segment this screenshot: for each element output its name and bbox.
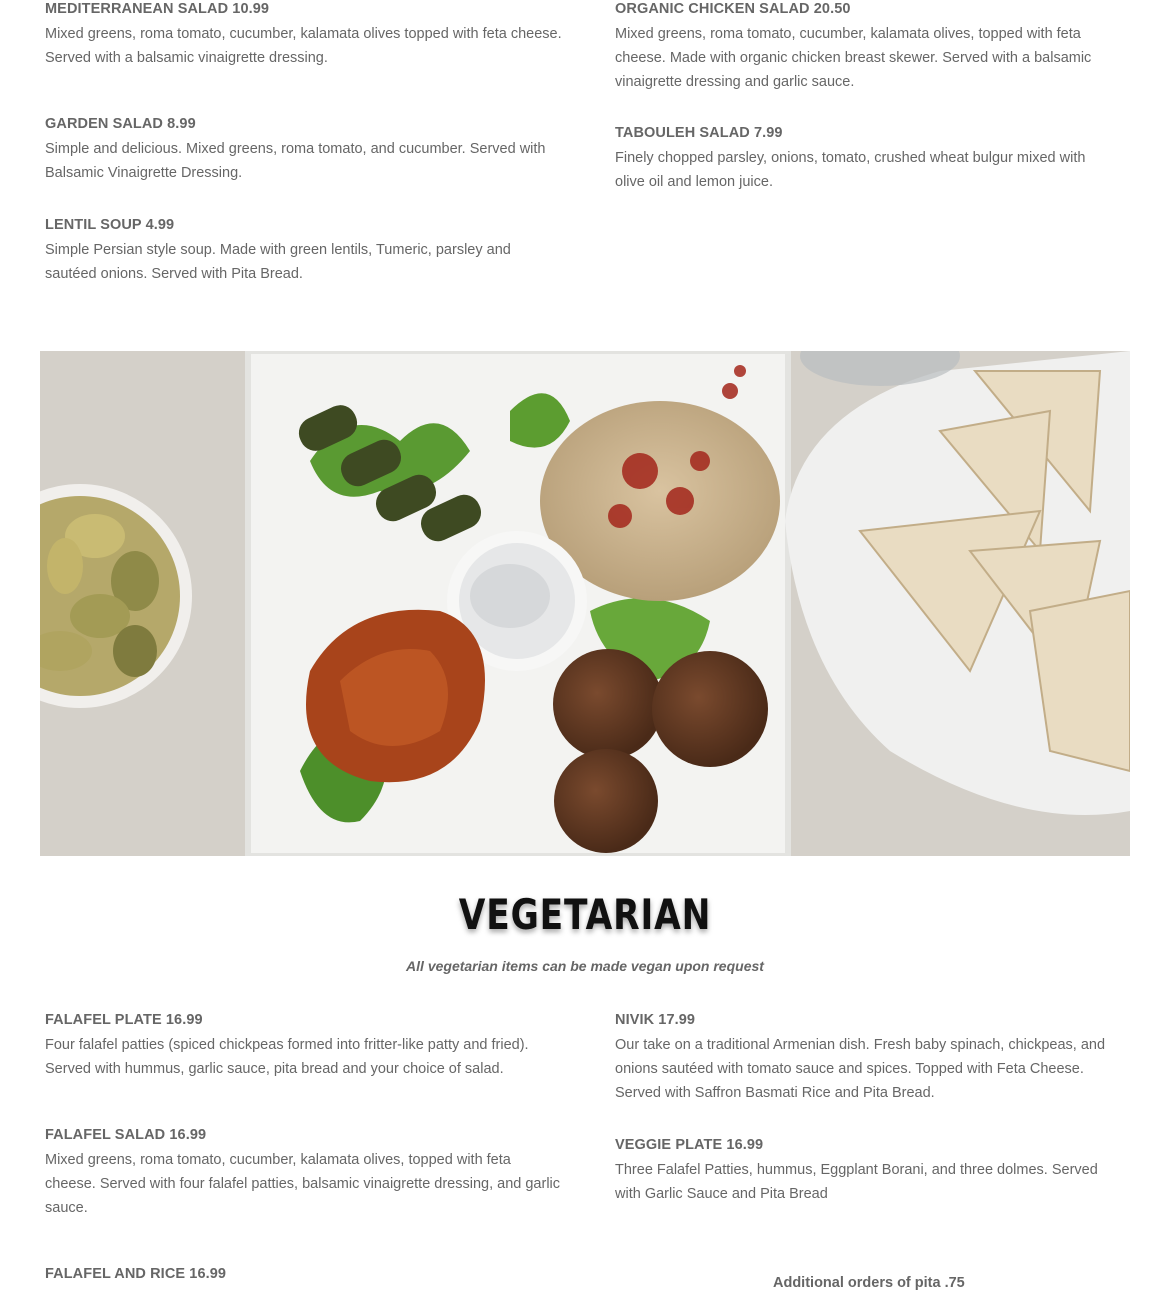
menu-item-title: VEGGIE PLATE 16.99	[615, 1137, 764, 1153]
menu-item-title: LENTIL SOUP 4.99	[45, 217, 175, 233]
menu-item-organic-chicken-salad	[615, 0, 1115, 94]
menu-item-description: Mixed greens, roma tomato, cucumber, kalamata olives topped with feta cheese. Served with a balsamic vinaigrette dressing.	[45, 26, 562, 66]
section-heading-vegetarian: VEGETARIAN	[458, 890, 712, 939]
menu-item-title: FALAFEL AND RICE 16.99	[45, 1266, 227, 1282]
additional-pita-note: Additional orders of pita .75	[773, 1275, 965, 1291]
menu-item-description: Our take on a traditional Armenian dish. Fresh baby spinach, chickpeas, and onions sautéed with tomato sauce and spices. Topped with Feta Cheese. Served with Saffron Basmati Rice and Pita Bread.	[615, 1037, 1106, 1101]
menu-item-veggie-plate	[615, 1136, 1115, 1206]
menu-item-description: Mixed greens, roma tomato, cucumber, kalamata olives, topped with feta cheese. Served with four falafel patties, balsamic vinaigrette dressing, and garlic sauce.	[45, 1152, 561, 1216]
menu-item-title: ORGANIC CHICKEN SALAD 20.50	[615, 1, 851, 17]
menu-item-mediterranean-salad	[45, 0, 565, 70]
food-platter-image	[40, 351, 1130, 856]
menu-item-title: NIVIK 17.99	[615, 1012, 696, 1028]
menu-item-description: Three Falafel Patties, hummus, Eggplant Borani, and three dolmes. Served with Garlic Sauce and Pita Bread	[615, 1162, 1098, 1202]
menu-item-garden-salad	[45, 115, 565, 185]
menu-item-tabouleh-salad	[615, 124, 1115, 194]
menu-item-description: Simple Persian style soup. Made with green lentils, Tumeric, parsley and sautéed onions. Served with Pita Bread.	[45, 242, 511, 282]
menu-item-nivik	[615, 1011, 1115, 1105]
menu-item-description: Simple and delicious. Mixed greens, roma tomato, and cucumber. Served with Balsamic Vinaigrette Dressing.	[45, 141, 546, 181]
menu-item-description: Four falafel patties (spiced chickpeas formed into fritter-like patty and fried). Served with hummus, garlic sauce, pita bread and your choice of salad.	[45, 1037, 529, 1077]
menu-item-title: TABOULEH SALAD 7.99	[615, 125, 783, 141]
menu-item-description: Finely chopped parsley, onions, tomato, crushed wheat bulgur mixed with olive oil and lemon juice.	[615, 150, 1086, 190]
menu-item-falafel-salad	[45, 1126, 565, 1220]
section-note: All vegetarian items can be made vegan upon request	[406, 958, 764, 974]
menu-item-falafel-plate	[45, 1011, 565, 1081]
menu-item-description: Mixed greens, roma tomato, cucumber, kalamata olives, topped with feta cheese. Made with organic chicken breast skewer. Served with a balsamic vinaigrette dressing and garlic sauce.	[615, 26, 1092, 90]
menu-item-falafel-and-rice	[45, 1265, 565, 1287]
menu-item-title: FALAFEL SALAD 16.99	[45, 1127, 207, 1143]
menu-item-title: MEDITERRANEAN SALAD 10.99	[45, 1, 270, 17]
menu-item-title: FALAFEL PLATE 16.99	[45, 1012, 203, 1028]
food-platter-photo-icon	[40, 351, 1130, 856]
menu-item-lentil-soup	[45, 216, 565, 286]
menu-item-title: GARDEN SALAD 8.99	[45, 116, 196, 132]
